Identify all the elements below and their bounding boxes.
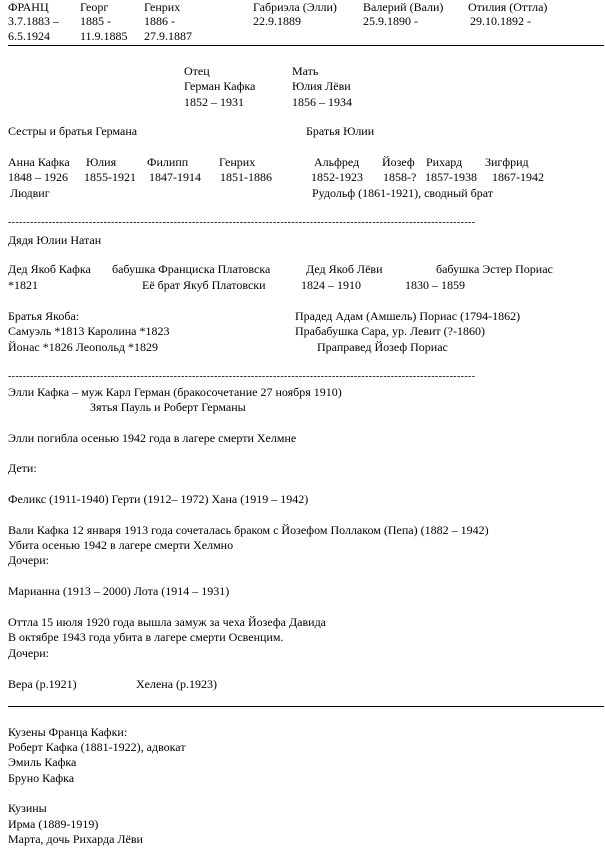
yakob-brothers-title: Братья Якоба: <box>8 309 80 323</box>
ottla-daughter: Хелена (р.1923) <box>136 677 218 691</box>
sibling-name: Анна Кафка <box>8 155 70 169</box>
child-franz-birth: 3.7.1883 – <box>8 14 59 28</box>
father-name: Герман Кафка <box>184 79 256 93</box>
ottla-daughter: Вера (р.1921) <box>8 677 77 691</box>
vali-death: Убита осенью 1942 в лагере смерти Хелмно <box>8 538 234 552</box>
child-georg-birth: 1885 - <box>80 14 111 28</box>
mother-years: 1856 – 1934 <box>292 95 352 109</box>
child-franz-death: 6.5.1924 <box>8 29 50 43</box>
child-ottilia-birth: 29.10.1892 - <box>470 14 531 28</box>
sibling-name: Юлия <box>86 155 117 169</box>
vali-marriage: Вали Кафка 12 января 1913 года сочеталась браком с Йозефом Поллаком (Пепа) (1882 – 1942) <box>8 523 489 537</box>
sibling-years: 1867-1942 <box>492 170 544 184</box>
uncle-natan: Дядя Юлии Натан <box>8 233 102 247</box>
cousin-item: Роберт Кафка (1881-1922), адвокат <box>8 740 186 754</box>
elli-children: Феликс (1911-1940) Герти (1912– 1972) Хана (1919 – 1942) <box>8 492 309 506</box>
child-gabriela-name: Габриэла (Элли) <box>253 0 337 14</box>
vali-daughters-label: Дочери: <box>8 553 49 567</box>
child-valeria-birth: 25.9.1890 - <box>363 14 418 28</box>
ancestor-years: *1821 <box>8 278 38 292</box>
sibling-years: 1858-? <box>383 170 417 184</box>
elli-death: Элли погибла осенью 1942 года в лагере смерти Хелмне <box>8 431 297 445</box>
female-cousins-title: Кузины <box>8 801 47 815</box>
elli-children-label: Дети: <box>8 461 37 475</box>
mother-name: Юлия Лёви <box>292 79 351 93</box>
male-cousins-title: Кузены Франца Кафки: <box>8 725 128 739</box>
father-years: 1852 – 1931 <box>184 95 244 109</box>
sibling-years: 1857-1938 <box>425 170 477 184</box>
great-grandmother: Прабабушка Сара, ур. Левит (?-1860) <box>295 324 485 338</box>
dashed-separator: ------------------------------------------------------------------------------------------------------------------------------- <box>8 220 476 226</box>
child-franz-name: ФРАНЦ <box>8 0 49 14</box>
ancestor-name: Дед Якоб Лёви <box>306 262 383 276</box>
great-great-grandfather: Праправед Йозеф Пориас <box>317 340 448 354</box>
ancestor-name: бабушка Эстер Пориас <box>436 262 553 276</box>
sibling-name: Филипп <box>147 155 189 169</box>
sibling-rudolf: Рудольф (1861-1921), сводный брат <box>312 186 494 200</box>
sibling-name: Зигфрид <box>485 155 529 169</box>
german-siblings-title: Сестры и братья Германа <box>8 124 138 138</box>
ottla-death: В октябре 1943 года убита в лагере смерти Освенцим. <box>8 630 284 644</box>
sibling-name: Генрих <box>219 155 256 169</box>
ancestor-name: Дед Якоб Кафка <box>8 262 91 276</box>
child-genrikh-name: Генрих <box>144 0 181 14</box>
ancestor-years: 1830 – 1859 <box>405 278 465 292</box>
child-ottilia-name: Отилия (Оттла) <box>468 0 548 14</box>
child-georg-name: Георг <box>80 0 109 14</box>
cousin-item: Эмиль Кафка <box>8 755 77 769</box>
yakob-brothers-row: Самуэль *1813 Каролина *1823 <box>8 324 170 338</box>
sibling-ludwig: Людвиг <box>10 186 50 200</box>
child-valeria-name: Валерий (Вали) <box>363 0 444 14</box>
ancestor-detail: Её брат Якуб Платовски <box>142 278 266 292</box>
ancestor-name: бабушка Франциска Платовска <box>112 262 271 276</box>
divider-line <box>8 706 604 707</box>
sibling-years: 1855-1921 <box>84 170 136 184</box>
yakob-brothers-row: Йонас *1826 Леопольд *1829 <box>8 340 158 354</box>
ottla-marriage: Оттла 15 июля 1920 года вышла замуж за чеха Йозефа Давида <box>8 615 326 629</box>
child-genrikh-birth: 1886 - <box>144 14 175 28</box>
ancestor-years: 1824 – 1910 <box>301 278 361 292</box>
vali-daughters: Марианна (1913 – 2000) Лота (1914 – 1931) <box>8 584 230 598</box>
ottla-daughters-label: Дочери: <box>8 646 49 660</box>
julia-brothers-title: Братья Юлии <box>306 124 375 138</box>
sibling-name: Рихард <box>426 155 463 169</box>
sibling-name: Альфред <box>314 155 360 169</box>
sibling-years: 1847-1914 <box>149 170 201 184</box>
cousin-item: Ирма (1889-1919) <box>8 817 99 831</box>
father-label: Отец <box>184 64 210 78</box>
great-grandfather: Прадед Адам (Амшель) Пориас (1794-1862) <box>295 309 521 323</box>
sibling-years: 1851-1886 <box>220 170 272 184</box>
child-genrikh-death: 27.9.1887 <box>144 29 192 43</box>
elli-sons-in-law: Зятья Пауль и Роберт Германы <box>90 400 246 414</box>
sibling-years: 1848 – 1926 <box>8 170 68 184</box>
child-georg-death: 11.9.1885 <box>80 29 128 43</box>
cousin-item: Марта, дочь Рихарда Лёви <box>8 832 143 846</box>
divider-line <box>8 45 604 46</box>
elli-marriage: Элли Кафка – муж Карл Герман (бракосочетание 27 ноября 1910) <box>8 385 342 399</box>
child-gabriela-birth: 22.9.1889 <box>253 14 301 28</box>
cousin-item: Бруно Кафка <box>8 771 75 785</box>
mother-label: Мать <box>292 64 319 78</box>
sibling-name: Йозеф <box>382 155 415 169</box>
dashed-separator: ------------------------------------------------------------------------------------------------------------------------------- <box>8 374 476 380</box>
sibling-years: 1852-1923 <box>311 170 363 184</box>
